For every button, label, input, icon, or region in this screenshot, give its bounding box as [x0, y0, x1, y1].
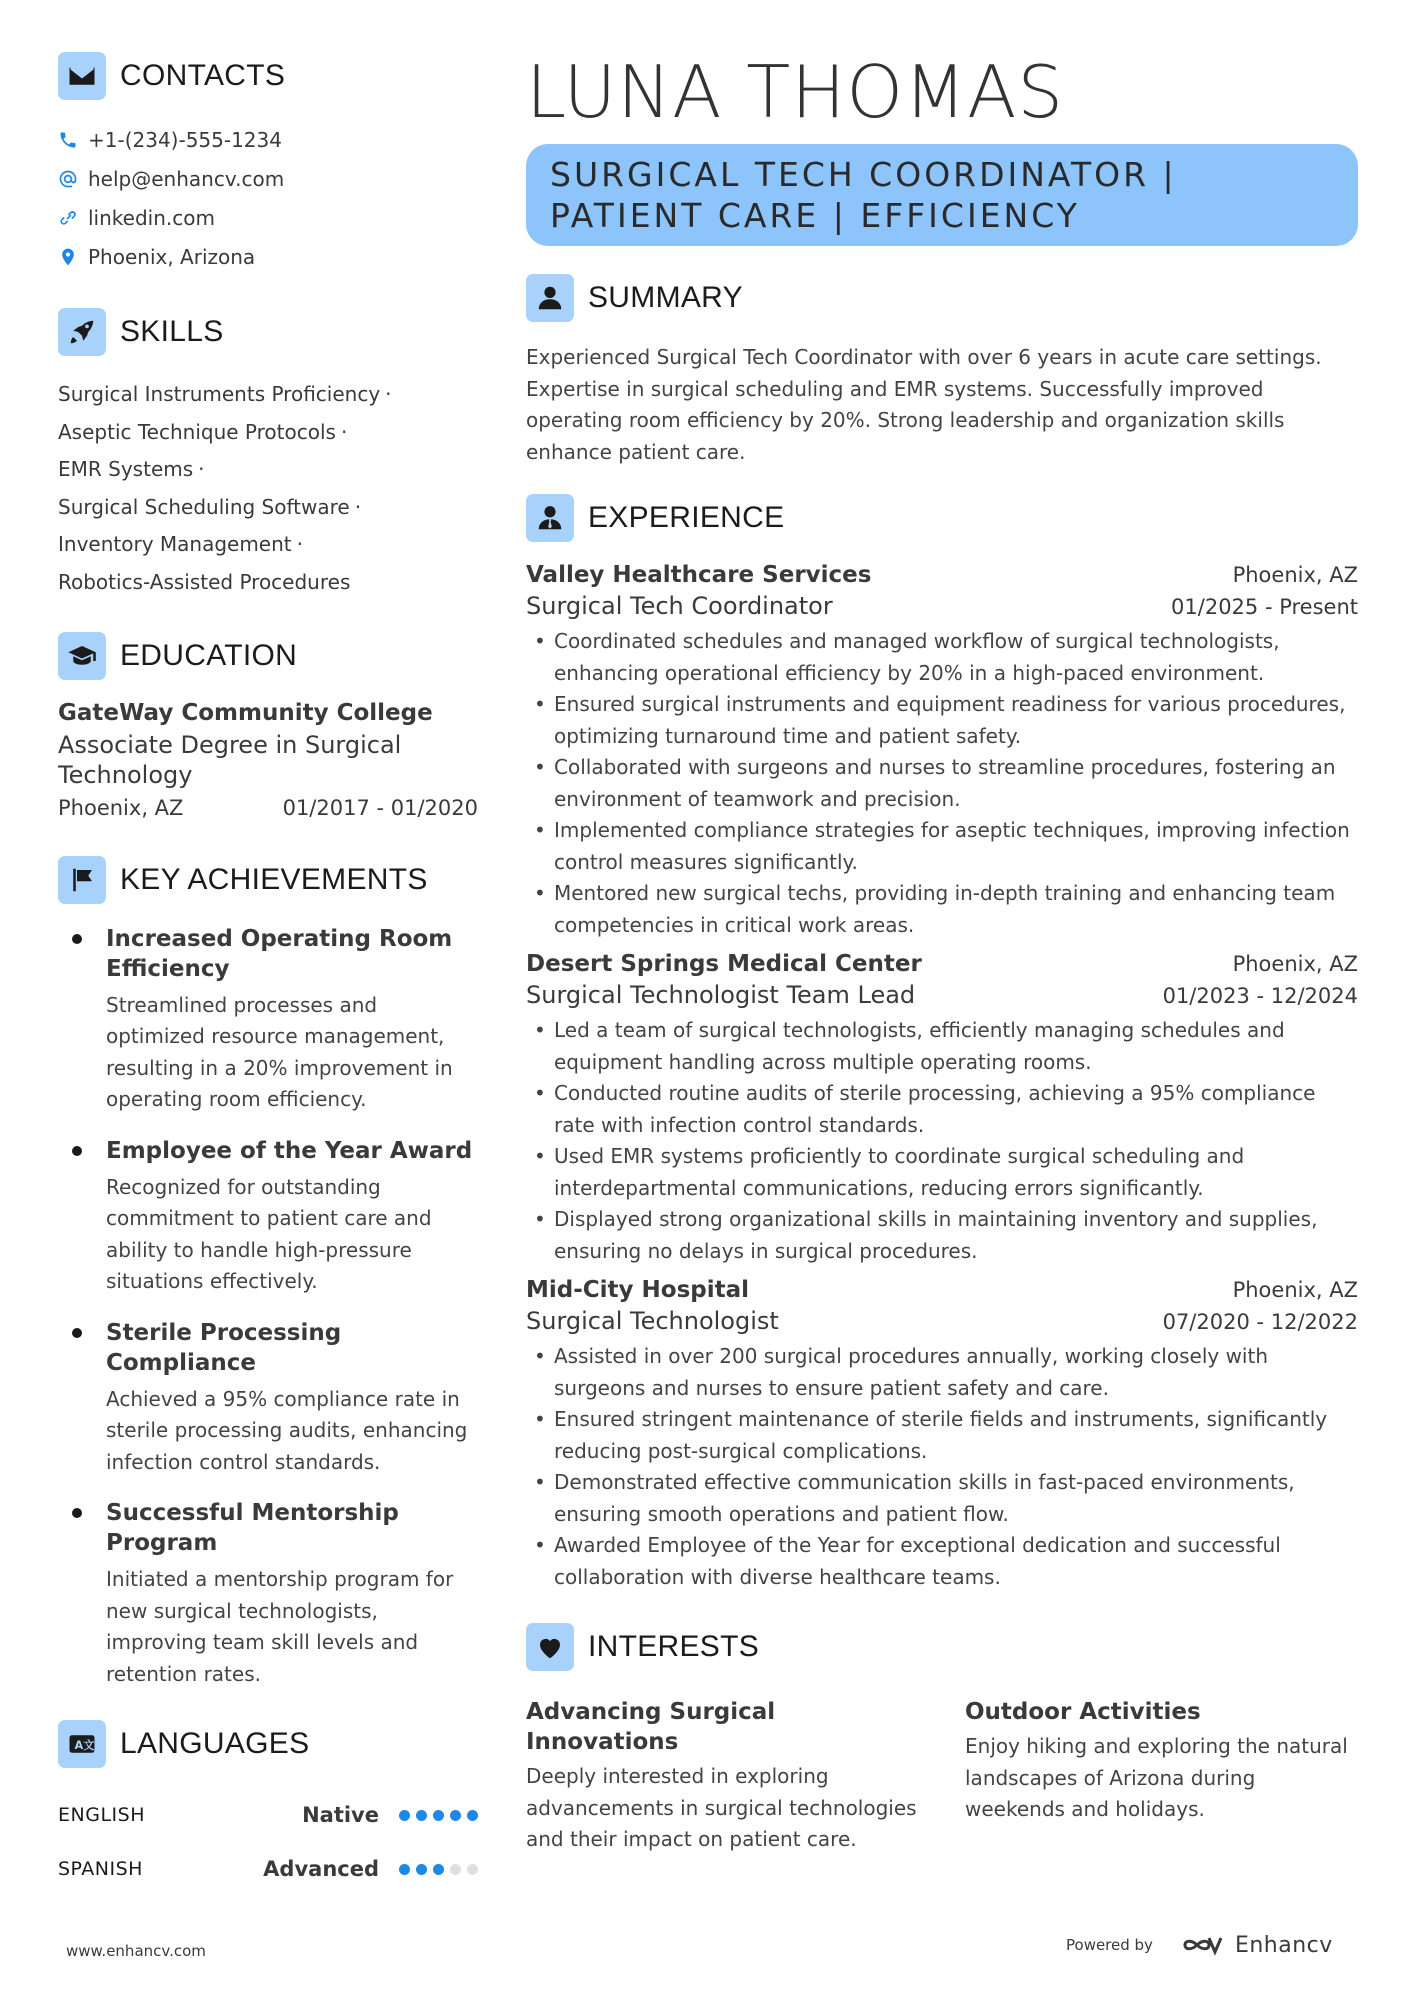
rating-dot-filled	[416, 1864, 427, 1875]
contact-linkedin[interactable]	[58, 198, 478, 237]
skill-item: Surgical Scheduling Software ·	[58, 494, 362, 519]
skill-separator: ·	[354, 494, 362, 519]
rating-dot-empty	[467, 1864, 478, 1875]
education-degree: Associate Degree in Surgical Technology	[58, 730, 402, 789]
rating-dot-empty	[450, 1864, 461, 1875]
job-bullet: • Displayed strong organizational skills in maintaining inventory and supplies, ensuring no delays in surgical procedures.	[526, 1204, 1358, 1267]
job-entry	[526, 951, 1358, 1267]
job-bullet: • Mentored new surgical techs, providing in-depth training and enhancing team competencies in critical work areas.	[526, 878, 1358, 941]
contacts-heading: CONTACTS	[120, 59, 286, 92]
language-rating	[399, 1810, 478, 1821]
job-bullet: • Ensured stringent maintenance of sterile fields and instruments, significantly reducing post-surgical complications.	[526, 1404, 1358, 1467]
achievement-item	[58, 1136, 478, 1298]
contact-location-text: Phoenix, Arizona	[88, 244, 256, 269]
contacts-header	[58, 52, 478, 100]
brand-logo	[1179, 1932, 1333, 1958]
user-icon	[526, 274, 574, 322]
rating-dot-filled	[399, 1864, 410, 1875]
job-bullet: • Coordinated schedules and managed workflow of surgical technologists, enhancing operational efficiency by 20% in a high-paced environment.	[526, 626, 1358, 689]
achievement-title: Increased Operating Room Efficiency	[106, 925, 453, 982]
user-tie-icon	[526, 494, 574, 542]
achievement-title: Employee of the Year Award	[106, 1137, 473, 1164]
achievement-desc: Streamlined processes and optimized resource management, resulting in a 20% improvement in operating room efficiency.	[106, 992, 453, 1112]
language-row	[58, 1788, 478, 1842]
job-role: Surgical Technologist	[526, 1307, 779, 1335]
interest-desc: Enjoy hiking and exploring the natural landscapes of Arizona during weekends and holidays.	[965, 1734, 1348, 1821]
language-level: Native	[302, 1803, 379, 1828]
language-level: Advanced	[263, 1857, 379, 1882]
skill-separator: ·	[340, 419, 348, 444]
heart-icon	[526, 1623, 574, 1671]
flag-icon	[58, 856, 106, 904]
footer-website[interactable]: www.enhancv.com	[66, 1942, 206, 1960]
interest-title: Advancing Surgical Innovations	[526, 1699, 776, 1755]
title-banner	[526, 144, 1358, 246]
skill-item: Robotics-Assisted Procedures	[58, 569, 351, 594]
job-bullets	[526, 1015, 1358, 1267]
achievement-desc: Achieved a 95% compliance rate in sterile processing audits, enhancing infection control standards.	[106, 1386, 468, 1474]
education-school: GateWay Community College	[58, 699, 433, 726]
achievement-item	[58, 1318, 478, 1479]
job-entry	[526, 1277, 1358, 1593]
summary-heading: SUMMARY	[588, 281, 743, 314]
summary-text: Experienced Surgical Tech Coordinator with over 6 years in acute care settings. Expertise in surgical scheduling and EMR systems. Successfully improved operating room efficiency by 20%. Strong leadership and organization skills enhance patient care.	[526, 345, 1322, 464]
achievement-title: Successful Mentorship Program	[106, 1500, 399, 1557]
job-bullets	[526, 1341, 1358, 1593]
graduation-cap-icon	[58, 632, 106, 680]
achievement-item	[58, 1498, 478, 1690]
achievement-desc: Initiated a mentorship program for new surgical technologists, improving team skill levels and retention rates.	[106, 1567, 454, 1686]
title-line: PATIENT CARE | EFFICIENCY	[550, 196, 1080, 235]
job-dates: 07/2020 - 12/2022	[1162, 1310, 1358, 1334]
interests-section	[526, 1623, 1358, 1856]
job-bullet: • Conducted routine audits of sterile processing, achieving a 95% compliance rate with infection control standards.	[526, 1078, 1358, 1141]
skill-separator: ·	[296, 532, 303, 557]
bullet-icon	[72, 1146, 82, 1156]
title-line: SURGICAL TECH COORDINATOR |	[550, 155, 1177, 194]
contact-linkedin-text: linkedin.com	[88, 205, 215, 230]
skills-section	[58, 308, 478, 602]
svg-text:A: A	[74, 1739, 84, 1753]
rating-dot-filled	[416, 1810, 427, 1821]
language-row	[58, 1842, 478, 1896]
experience-section	[526, 494, 1358, 1593]
infinity-logo-icon	[1179, 1932, 1227, 1958]
at-icon	[58, 169, 78, 189]
job-role: Surgical Tech Coordinator	[526, 592, 833, 620]
languages-header	[58, 1720, 478, 1768]
experience-header	[526, 494, 1358, 542]
achievements-header	[58, 856, 478, 904]
right-column	[526, 52, 1358, 1856]
education-meta	[58, 796, 478, 820]
skills-heading: SKILLS	[120, 315, 224, 348]
footer-branding[interactable]	[1066, 1932, 1333, 1958]
job-role: Surgical Technologist Team Lead	[526, 981, 916, 1009]
rating-dot-filled	[433, 1810, 444, 1821]
interest-title: Outdoor Activities	[965, 1699, 1201, 1725]
powered-by-label: Powered by	[1066, 1936, 1153, 1954]
job-bullet: • Awarded Employee of the Year for exceptional dedication and successful collaboration with diverse healthcare teams.	[526, 1530, 1358, 1593]
rating-dot-filled	[450, 1810, 461, 1821]
job-location: Phoenix, AZ	[1232, 563, 1358, 587]
education-heading: EDUCATION	[120, 638, 298, 672]
achievements-section	[58, 856, 478, 1691]
translate-icon	[58, 1720, 106, 1768]
job-bullet: • Demonstrated effective communication skills in fast-paced environments, ensuring smooth operations and patient flow.	[526, 1467, 1358, 1530]
education-header	[58, 632, 478, 680]
achievements-heading: KEY ACHIEVEMENTS	[120, 862, 428, 896]
rating-dot-filled	[399, 1810, 410, 1821]
summary-section	[526, 274, 1358, 468]
bullet-icon	[72, 934, 82, 944]
job-bullet: • Assisted in over 200 surgical procedures annually, working closely with surgeons and nurses to ensure patient safety and care.	[526, 1341, 1358, 1404]
job-dates: 01/2025 - Present	[1171, 595, 1358, 619]
interests-list	[526, 1697, 1358, 1856]
interest-item	[965, 1697, 1358, 1856]
summary-header	[526, 274, 1358, 322]
rating-dot-filled	[467, 1810, 478, 1821]
skill-separator: ·	[385, 382, 392, 406]
job-company: Valley Healthcare Services	[526, 562, 872, 588]
candidate-name: LUNA THOMAS	[526, 50, 1065, 134]
interests-header	[526, 1623, 1358, 1671]
bullet-icon	[72, 1508, 82, 1518]
education-dates: 01/2017 - 01/2020	[282, 795, 478, 820]
job-bullet: • Implemented compliance strategies for aseptic techniques, improving infection control measures significantly.	[526, 815, 1358, 878]
languages-section	[58, 1720, 478, 1896]
interest-desc: Deeply interested in exploring advancements in surgical technologies and their impact on patient care.	[526, 1764, 917, 1851]
envelope-icon	[58, 52, 106, 100]
bullet-icon	[72, 1328, 82, 1338]
achievement-desc: Recognized for outstanding commitment to patient care and ability to handle high-pressure situations effectively.	[106, 1174, 432, 1294]
job-company: Desert Springs Medical Center	[526, 951, 922, 977]
rocket-icon	[58, 308, 106, 356]
interests-heading: INTERESTS	[588, 1630, 760, 1663]
brand-name: Enhancv	[1234, 1932, 1333, 1958]
job-bullet: • Led a team of surgical technologists, efficiently managing schedules and equipment handling across multiple operating rooms.	[526, 1015, 1358, 1078]
languages-heading: LANGUAGES	[120, 1727, 310, 1761]
link-icon	[58, 208, 78, 228]
left-column	[58, 52, 478, 1896]
skills-header	[58, 308, 478, 356]
language-rating	[399, 1864, 478, 1875]
skill-item: Surgical Instruments Proficiency ·	[58, 382, 392, 406]
achievement-item	[58, 924, 478, 1116]
job-location: Phoenix, AZ	[1232, 1278, 1358, 1302]
contact-location	[58, 237, 478, 276]
contact-phone-text: +1-(234)-555-1234	[88, 127, 282, 152]
skill-item: Inventory Management ·	[58, 532, 303, 557]
interest-item	[526, 1697, 919, 1856]
job-dates: 01/2023 - 12/2024	[1162, 984, 1358, 1008]
job-bullet: • Collaborated with surgeons and nurses to streamline procedures, fostering an environment of teamwork and precision.	[526, 752, 1358, 815]
job-bullet: • Used EMR systems proficiently to coordinate surgical scheduling and interdepartmental communications, reducing errors significantly.	[526, 1141, 1358, 1204]
svg-text:文: 文	[83, 1739, 95, 1753]
job-location: Phoenix, AZ	[1232, 952, 1358, 976]
language-name: SPANISH	[58, 1858, 143, 1881]
rating-dot-filled	[433, 1864, 444, 1875]
contacts-section	[58, 52, 478, 276]
job-bullets	[526, 626, 1358, 941]
skill-separator: ·	[198, 457, 205, 482]
job-bullet: • Ensured surgical instruments and equipment readiness for various procedures, optimizing turnaround time and patient safety.	[526, 689, 1358, 752]
contact-phone[interactable]	[58, 120, 478, 159]
job-entry	[526, 562, 1358, 941]
education-section	[58, 632, 478, 820]
language-name: ENGLISH	[58, 1804, 145, 1827]
job-company: Mid-City Hospital	[526, 1277, 750, 1303]
education-location: Phoenix, AZ	[58, 795, 184, 820]
experience-heading: EXPERIENCE	[588, 501, 785, 534]
contact-email[interactable]	[58, 159, 478, 198]
skill-item: Aseptic Technique Protocols ·	[58, 419, 348, 444]
location-pin-icon	[58, 247, 78, 267]
achievement-title: Sterile Processing Compliance	[106, 1319, 342, 1376]
phone-icon	[58, 130, 78, 150]
contact-email-text: help@enhancv.com	[88, 166, 285, 191]
skill-item: EMR Systems ·	[58, 457, 205, 482]
